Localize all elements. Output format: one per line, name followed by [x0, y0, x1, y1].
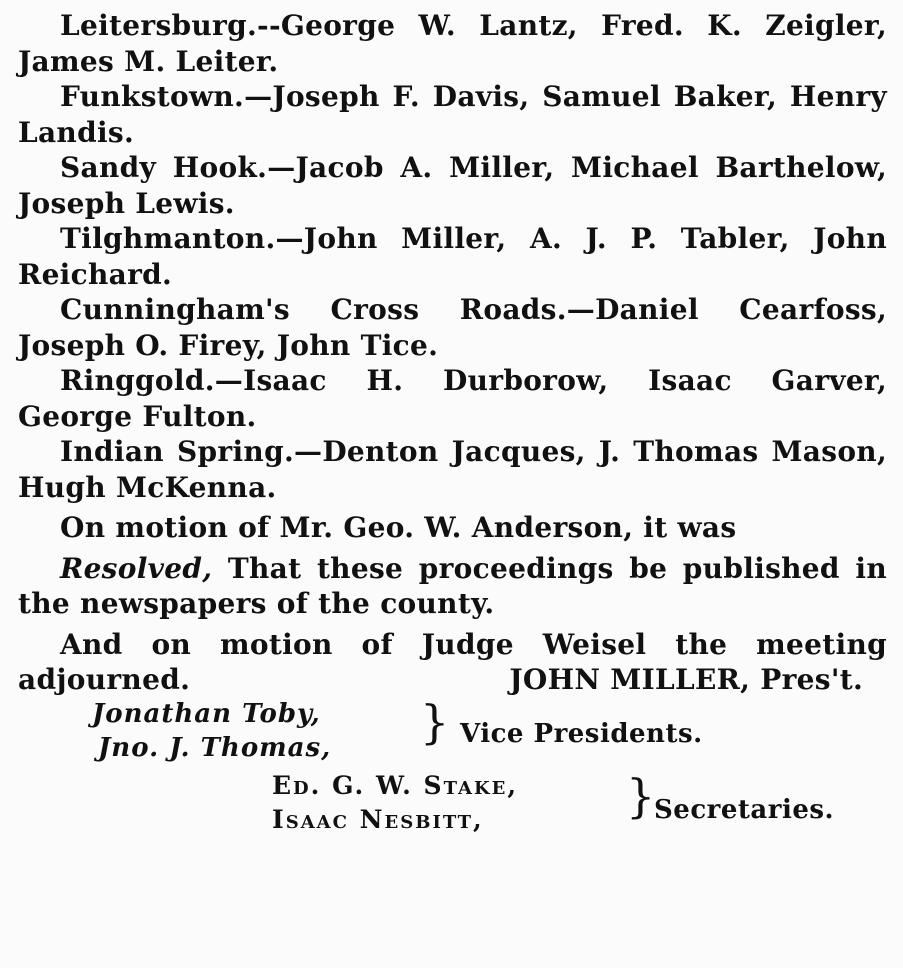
list-item: [18, 8, 887, 79]
right-brace-icon: }: [626, 769, 656, 823]
list-item: [18, 221, 887, 292]
place-name: Sandy Hook.: [60, 151, 268, 184]
president-signature: JOHN MILLER, Pres't.: [509, 663, 863, 696]
officers-block: [18, 697, 887, 847]
motion-text: On motion of Mr. Geo. W. Anderson, it was: [60, 511, 737, 544]
secretaries-title: Secretaries.: [654, 795, 835, 825]
list-item: [18, 79, 887, 150]
delegate-names: —John Miller, A. J. P. Tabler, John Reichard.: [18, 222, 887, 291]
right-brace-icon: }: [420, 695, 450, 749]
secretary-names: [272, 769, 518, 837]
list-item: [18, 434, 887, 505]
list-item: [18, 363, 887, 434]
resolved-lead: Resolved,: [60, 551, 213, 585]
list-item: [18, 150, 887, 221]
secretary-name: Isaac Nesbitt,: [272, 805, 484, 834]
delegate-names: —Denton Jacques, J. Thomas Mason, Hugh McKenna.: [18, 435, 887, 504]
resolution-text: [18, 551, 887, 622]
place-name: Cunningham's Cross Roads.: [60, 293, 567, 326]
adjourn-row: [18, 662, 887, 697]
place-name: Leitersburg.: [60, 9, 258, 42]
vice-president-name: Jno. J. Thomas,: [98, 733, 332, 763]
adjourned-text: adjourned.: [18, 663, 191, 696]
delegate-names: --George W. Lantz, Fred. K. Zeigler, James M. Leiter.: [18, 9, 887, 78]
delegate-names: —Jacob A. Miller, Michael Barthelow, Joseph Lewis.: [18, 151, 887, 220]
vice-president-name: Jonathan Toby,: [92, 699, 321, 729]
place-name: Tilghmanton.: [60, 222, 276, 255]
vice-presidents-block: [92, 697, 452, 765]
delegate-names: —Daniel Cearfoss, Joseph O. Firey, John Tice.: [18, 293, 887, 362]
list-item: [18, 292, 887, 363]
secretaries-block: [272, 769, 656, 837]
delegate-names: —Isaac H. Durborow, Isaac Garver, George Fulton.: [18, 364, 887, 433]
adjourn-line: And on motion of Judge Weisel the meeting: [60, 627, 887, 661]
place-name: Ringgold.: [60, 364, 215, 397]
secretary-name: Ed. G. W. Stake,: [272, 771, 519, 800]
vice-president-names: [92, 697, 452, 765]
place-name: Indian Spring.: [60, 435, 295, 468]
vice-presidents-title: Vice Presidents.: [460, 719, 703, 749]
place-name: Funkstown.: [60, 80, 245, 113]
delegate-names: —Joseph F. Davis, Samuel Baker, Henry Landis.: [18, 80, 887, 149]
resolution-body: That these proceedings be published in the newspapers of the county.: [18, 551, 887, 620]
